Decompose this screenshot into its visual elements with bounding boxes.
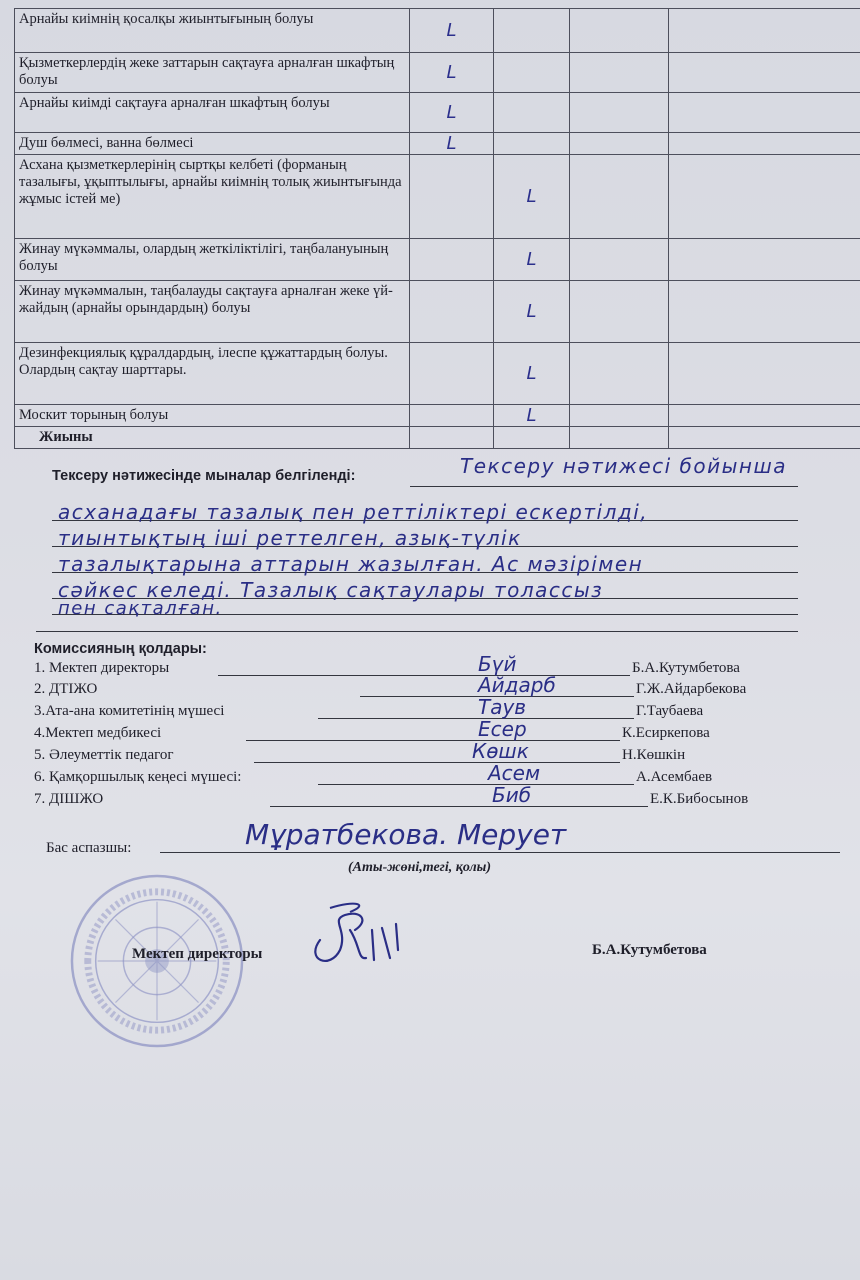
findings-handwriting-line: тазалықтарына аттарын жазылған. Ас мәзірімен	[58, 552, 644, 576]
commission-member-name: Е.К.Бибосынов	[650, 791, 749, 807]
checkmark-cell: L	[410, 9, 494, 53]
findings-handwriting-line: сәйкес келеді. Тазалық сақтаулары толассыз	[58, 578, 604, 602]
findings-rule	[410, 486, 798, 487]
commission-title: Комиссияның қолдары:	[34, 641, 207, 657]
table-row	[15, 405, 860, 427]
findings-rule	[36, 631, 798, 632]
commission-member-signature: Айдарб	[478, 673, 556, 697]
checkmark-cell	[669, 93, 860, 133]
checklist-item: Арнайы киімнің қосалқы жиынтығының болуы	[15, 9, 410, 53]
checkmark-cell	[494, 93, 570, 133]
checkmark-cell	[410, 155, 494, 239]
checkmark-cell	[410, 343, 494, 405]
chef-caption: (Аты-жөні,тегі, қолы)	[348, 860, 492, 875]
checkmark-cell	[570, 343, 669, 405]
checkmark-cell	[669, 53, 860, 93]
checkmark-cell: L	[494, 343, 570, 405]
checklist-item: Жинау мүкәммалы, олардың жеткіліктілігі, таңбалануының болуы	[15, 239, 410, 281]
checkmark-cell	[570, 155, 669, 239]
table-row	[15, 93, 860, 133]
total-label: Жиыны	[15, 427, 410, 449]
checkmark-cell	[669, 405, 860, 427]
checkmark-cell	[570, 239, 669, 281]
commission-member-role: 2. ДТІЖО	[34, 681, 98, 697]
findings-label: Тексеру нәтижесінде мыналар белгіленді:	[52, 468, 356, 484]
table-row	[15, 343, 860, 405]
total-cell	[494, 427, 570, 449]
checkmark-cell	[669, 281, 860, 343]
checklist-item: Москит торының болуы	[15, 405, 410, 427]
findings-handwriting-line: тиынтықтың іші реттелген, азық-түлік	[58, 526, 522, 550]
checkmark-cell	[570, 53, 669, 93]
commission-member-role: 1. Мектеп директоры	[34, 660, 170, 676]
checkmark-cell	[494, 133, 570, 155]
signature-line	[318, 784, 634, 785]
signature-line	[270, 806, 648, 807]
checklist-item: Дезинфекциялық құралдардың, ілеспе құжаттардың болуы. Олардың сақтау шарттары.	[15, 343, 410, 405]
table-row	[15, 239, 860, 281]
commission-member-role: 3.Ата-ана комитетінің мүшесі	[34, 703, 225, 719]
checklist-item: Қызметкерлердің жеке заттарын сақтауға арналған шкафтың болуы	[15, 53, 410, 93]
checkmark-cell	[669, 155, 860, 239]
findings-handwriting-line: пен сақталған.	[58, 598, 223, 619]
findings-handwriting-line: асханадағы тазалық пен реттіліктері ескертілді,	[58, 500, 649, 524]
checkmark-cell: L	[494, 405, 570, 427]
commission-member-role: 6. Қамқоршылық кеңесі мүшесі:	[34, 769, 242, 785]
commission-member-signature: Таув	[478, 695, 527, 719]
table-row	[15, 281, 860, 343]
table-row	[15, 133, 860, 155]
commission-member-signature: Бүй	[478, 652, 517, 676]
checkmark-cell	[669, 239, 860, 281]
chef-signature-line	[160, 852, 840, 853]
checkmark-cell: L	[494, 281, 570, 343]
director-name: Б.А.Кутумбетова	[592, 942, 707, 958]
commission-member-role: 5. Әлеуметтік педагог	[34, 747, 174, 763]
checkmark-cell: L	[494, 155, 570, 239]
checkmark-cell	[410, 405, 494, 427]
checkmark-cell	[410, 281, 494, 343]
commission-member-role: 7. ДІШЖО	[34, 791, 104, 807]
director-label: Мектеп директоры	[132, 946, 263, 962]
commission-member-name: А.Асембаев	[636, 769, 713, 785]
checkmark-cell: L	[410, 133, 494, 155]
total-cell	[570, 427, 669, 449]
commission-member-signature: Есер	[478, 717, 527, 741]
table-row-total	[15, 427, 860, 449]
checklist-table	[14, 8, 860, 449]
checkmark-cell	[494, 53, 570, 93]
table-row	[15, 9, 860, 53]
checkmark-cell	[410, 239, 494, 281]
signature-line	[218, 675, 630, 676]
director-signature	[300, 900, 410, 980]
checklist-item: Арнайы киімді сақтауға арналған шкафтың болуы	[15, 93, 410, 133]
commission-member-signature: Биб	[492, 783, 532, 807]
commission-member-signature: Көшк	[472, 739, 529, 763]
chef-label: Бас аспазшы:	[46, 840, 132, 856]
checkmark-cell	[494, 9, 570, 53]
checkmark-cell: L	[410, 93, 494, 133]
signature-line	[318, 718, 634, 719]
checkmark-cell	[570, 133, 669, 155]
checklist-item: Душ бөлмесі, ванна бөлмесі	[15, 133, 410, 155]
checklist-item: Жинау мүкәммалын, таңбалауды сақтауға арналған жеке үй-жайдың (арнайы орындардың) болуы	[15, 281, 410, 343]
checkmark-cell	[570, 405, 669, 427]
checkmark-cell	[570, 9, 669, 53]
checkmark-cell	[669, 133, 860, 155]
signature-line	[246, 740, 620, 741]
checkmark-cell: L	[494, 239, 570, 281]
commission-member-name: Г.Таубаева	[636, 703, 704, 719]
commission-member-signature: Асем	[488, 761, 541, 785]
checklist-item: Асхана қызметкерлерінің сыртқы келбеті (форманың тазалығы, ұқыптылығы, арнайы киімнің толық жиынтығында жұмыс істей ме)	[15, 155, 410, 239]
total-cell	[410, 427, 494, 449]
total-cell	[669, 427, 860, 449]
commission-member-name: Б.А.Кутумбетова	[632, 660, 740, 676]
findings-handwriting-line: Тексеру нәтижесі бойынша	[460, 454, 788, 478]
checkmark-cell	[669, 9, 860, 53]
checkmark-cell	[570, 281, 669, 343]
commission-member-name: Н.Көшкін	[622, 747, 686, 763]
checkmark-cell	[570, 93, 669, 133]
chef-signature: Мұратбекова. Мерует	[245, 818, 567, 851]
table-row	[15, 53, 860, 93]
table-row	[15, 155, 860, 239]
commission-member-role: 4.Мектеп медбикесі	[34, 725, 162, 741]
commission-member-name: К.Есиркепова	[622, 725, 710, 741]
signature-line	[254, 762, 620, 763]
checkmark-cell: L	[410, 53, 494, 93]
checkmark-cell	[669, 343, 860, 405]
commission-member-name: Г.Ж.Айдарбекова	[636, 681, 747, 697]
